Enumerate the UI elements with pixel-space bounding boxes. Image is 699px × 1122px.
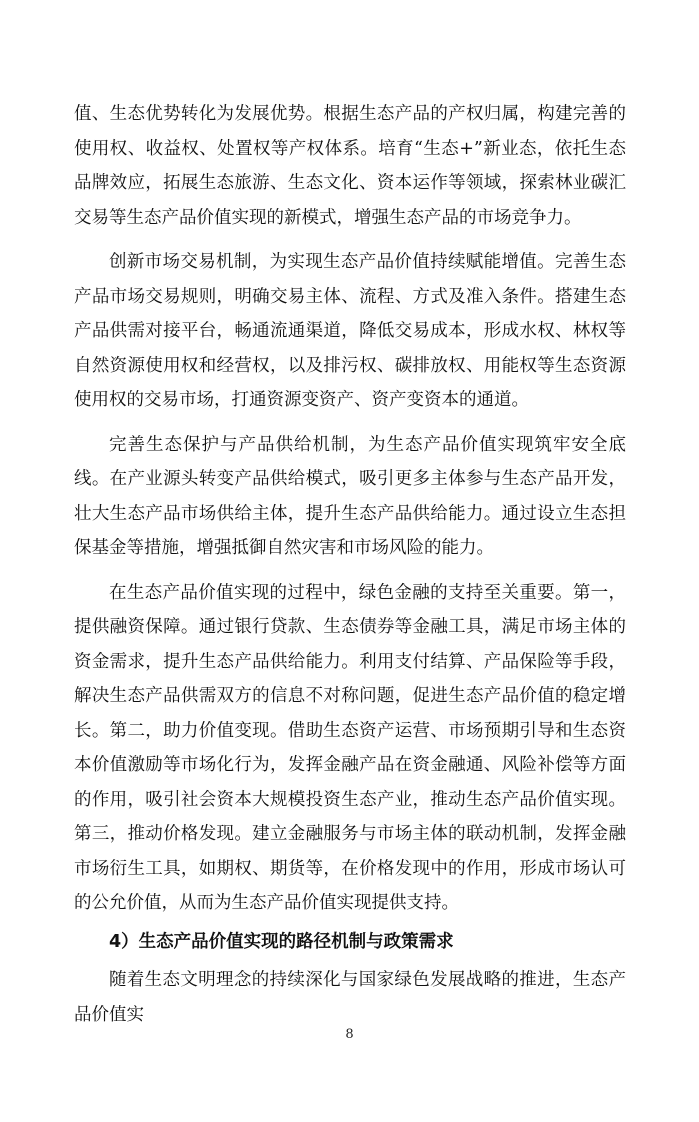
paragraph-4: 在生态产品价值实现的过程中，绿色金融的支持至关重要。第一，提供融资保障。通过银行贷款、生态债券等金融工具，满足市场主体的资金需求，提升生态产品供给能力。利用支付结算、产品保险等手段，解决生态产品供需双方的信息不对称问题，促进生态产品价值的稳定增长。第二，助力价值变现。借助生态资产运营、市场预期引导和生态资本价值激励等市场化行为，发挥金融产品在资金融通、风险补偿等方面的作用，吸引社会资本大规模投资生态产业，推动生态产品价值实现。第三，推动价格发现。建立金融服务与市场主体的联动机制，发挥金融市场衍生工具，如期权、期货等，在价格发现中的作用，形成市场认可的公允价值，从而为生态产品价值实现提供支持。: [74, 582, 626, 913]
document-body: [74, 97, 626, 1032]
paragraph-2: 创新市场交易机制，为实现生态产品价值持续赋能增值。完善生态产品市场交易规则，明确交易主体、流程、方式及准入条件。搭建生态产品供需对接平台，畅通流通渠道，降低交易成本，形成水权、林权等自然资源使用权和经营权，以及排污权、碳排放权、用能权等生态资源使用权的交易市场，打通资源变资产、资产变资本的通道。: [74, 252, 626, 410]
paragraph-5: 随着生态文明理念的持续深化与国家绿色发展战略的推进，生态产品价值实: [74, 970, 626, 1025]
paragraph-3: 完善生态保护与产品供给机制，为生态产品价值实现筑牢安全底线。在产业源头转变产品供给模式，吸引更多主体参与生态产品开发，壮大生态产品市场供给主体，提升生态产品供给能力。通过设立生态担保基金等措施，增强抵御自然灾害和市场风险的能力。: [74, 434, 626, 558]
section-heading: 4）生态产品价值实现的路径机制与政策需求: [109, 931, 454, 952]
page-number: 8: [345, 1027, 354, 1042]
paragraph-1: 值、生态优势转化为发展优势。根据生态产品的产权归属，构建完善的使用权、收益权、处置权等产权体系。培育“生态+”新业态，依托生态品牌效应，拓展生态旅游、生态文化、资本运作等领域，探索林业碳汇交易等生态产品价值实现的新模式，增强生态产品的市场竞争力。: [74, 104, 626, 228]
